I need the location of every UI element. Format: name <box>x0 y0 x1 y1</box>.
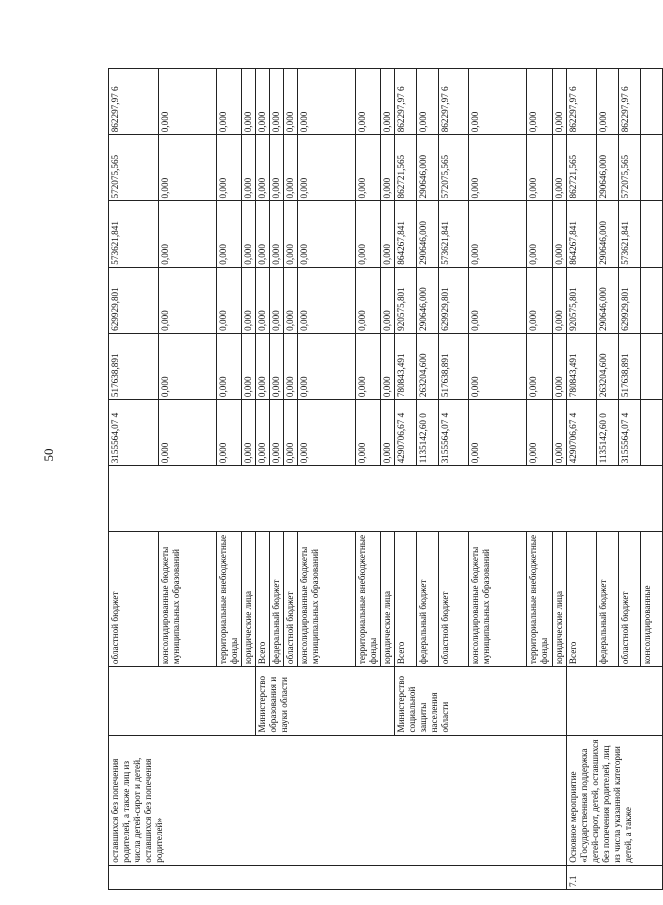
table-cell-c8: 0,000 <box>469 201 527 267</box>
table-cell-c5: 0,000 <box>381 400 395 466</box>
table-row <box>109 69 159 890</box>
table-cell-c6 <box>641 333 663 399</box>
table-cell-c8: 864267,841 <box>567 201 597 267</box>
table-cell-c8: 0,000 <box>159 201 217 267</box>
table-cell-c7: 0,000 <box>527 267 553 333</box>
table-cell-c8: 0,000 <box>527 201 553 267</box>
table-cell-c3: юридические лица <box>242 532 256 667</box>
table-cell-c6: 263204,600 <box>417 333 439 399</box>
table-cell-c8: 290646,000 <box>597 201 619 267</box>
table-cell-c5: 0,000 <box>270 400 284 466</box>
table-cell-c6: 0,000 <box>527 333 553 399</box>
budget-table <box>108 68 663 890</box>
table-cell-c5 <box>641 400 663 466</box>
table-cell-c5: 1135142,60 0 <box>597 400 619 466</box>
table-cell-c3: юридические лица <box>381 532 395 667</box>
table-cell-c3: областной бюджет <box>284 532 298 667</box>
table-cell-c7: 0,000 <box>242 267 256 333</box>
table-cell-c6: 263204,600 <box>597 333 619 399</box>
table-cell-c8: 573621,841 <box>619 201 641 267</box>
table-cell-c5: 0,000 <box>217 400 242 466</box>
table-cell-c7: 920575,801 <box>567 267 597 333</box>
table-cell-c6: 0,000 <box>159 333 217 399</box>
table-cell-c10: 862297,97 6 <box>109 69 159 135</box>
table-cell-c9: 862721,565 <box>395 135 417 201</box>
table-cell-c9: 572075,565 <box>439 135 469 201</box>
table-cell-c3: областной бюджет <box>619 532 641 667</box>
table-cell-c3: федеральный бюджет <box>417 532 439 667</box>
table-cell-c0 <box>109 865 567 889</box>
table-cell-c10: 0,000 <box>381 69 395 135</box>
table-cell-c9: 0,000 <box>553 135 567 201</box>
page-number: 50 <box>41 448 56 462</box>
table-cell-c3: консолидированные бюджеты муниципальных образований <box>469 532 527 667</box>
table-cell-c9: 0,000 <box>217 135 242 201</box>
table-cell-c6: 780843,491 <box>395 333 417 399</box>
table-cell-c7: 920575,801 <box>395 267 417 333</box>
table-cell-c2 <box>567 667 663 735</box>
table-cell-c9: 0,000 <box>527 135 553 201</box>
table-cell-c7: 629929,801 <box>109 267 159 333</box>
table-cell-c2: Министерство социальной защиты населения области <box>395 667 567 735</box>
table-cell-c0: 7.1 <box>567 865 663 889</box>
table-cell-c7: 0,000 <box>256 267 270 333</box>
table-cell-c3: юридические лица <box>553 532 567 667</box>
table-cell-c6: 0,000 <box>553 333 567 399</box>
table-cell-c3: консолидированные бюджеты муниципальных образований <box>159 532 217 667</box>
table-cell-c7: 629929,801 <box>619 267 641 333</box>
table-cell-c3: федеральный бюджет <box>270 532 284 667</box>
table-cell-c5: 0,000 <box>256 400 270 466</box>
table-cell-c6: 0,000 <box>256 333 270 399</box>
table-cell-c7: 0,000 <box>298 267 356 333</box>
table-cell-c5: 0,000 <box>298 400 356 466</box>
table-cell-c8: 0,000 <box>284 201 298 267</box>
table-cell-c10: 862297,97 6 <box>567 69 597 135</box>
table-cell-c3: консолидированные <box>641 532 663 667</box>
table-cell-c5: 3155564,07 4 <box>619 400 641 466</box>
table-cell-c8: 0,000 <box>356 201 381 267</box>
table-cell-c9: 290646,000 <box>417 135 439 201</box>
table-cell-c10: 0,000 <box>527 69 553 135</box>
table-cell-c7: 0,000 <box>284 267 298 333</box>
table-cell-c7: 0,000 <box>270 267 284 333</box>
table-cell-c5: 0,000 <box>553 400 567 466</box>
table-cell-c9: 0,000 <box>381 135 395 201</box>
table-cell-c10: 862297,97 6 <box>395 69 417 135</box>
table-cell-c6: 0,000 <box>242 333 256 399</box>
table-cell-c9: 572075,565 <box>109 135 159 201</box>
table-cell-c6: 0,000 <box>298 333 356 399</box>
table-cell-c7: 290646,000 <box>417 267 439 333</box>
table-cell-c6: 517638,891 <box>619 333 641 399</box>
table-cell-c7: 0,000 <box>381 267 395 333</box>
table-cell-c3: территориальные внебюджетные фонды <box>356 532 381 667</box>
table-cell-c7: 629929,801 <box>439 267 469 333</box>
table-cell-c6: 0,000 <box>356 333 381 399</box>
table-cell-c8: 290646,000 <box>417 201 439 267</box>
table-cell-c5: 3155564,07 4 <box>109 400 159 466</box>
table-cell-c9: 0,000 <box>284 135 298 201</box>
table-cell-c10: 0,000 <box>256 69 270 135</box>
table-cell-c5: 0,000 <box>284 400 298 466</box>
table-cell-c8: 0,000 <box>270 201 284 267</box>
table-body <box>109 69 663 890</box>
table-cell-c7: 0,000 <box>469 267 527 333</box>
table-cell-c10: 0,000 <box>356 69 381 135</box>
table-cell-c5: 4290706,67 4 <box>395 400 417 466</box>
table-cell-c9: 0,000 <box>256 135 270 201</box>
table-cell-c8: 0,000 <box>298 201 356 267</box>
table-cell-c9: 0,000 <box>242 135 256 201</box>
table-cell-c10: 0,000 <box>242 69 256 135</box>
table-cell-c10: 0,000 <box>298 69 356 135</box>
table-cell-c5: 4290706,67 4 <box>567 400 597 466</box>
table-cell-c2 <box>109 667 256 735</box>
table-cell-c10: 0,000 <box>553 69 567 135</box>
table-cell-c6: 0,000 <box>284 333 298 399</box>
table-cell-c3: федеральный бюджет <box>597 532 619 667</box>
table-cell-c8: 0,000 <box>381 201 395 267</box>
table-cell-c3: территориальные внебюджетные фонды <box>217 532 242 667</box>
table-cell-c7: 0,000 <box>553 267 567 333</box>
table-cell-c5: 0,000 <box>159 400 217 466</box>
table-cell-c6: 0,000 <box>469 333 527 399</box>
table-cell-c9 <box>641 135 663 201</box>
table-cell-c6: 780843,491 <box>567 333 597 399</box>
table-cell-c9: 0,000 <box>356 135 381 201</box>
table-cell-c3: Всего <box>395 532 417 667</box>
table-cell-c9: 0,000 <box>159 135 217 201</box>
table-cell-c10: 0,000 <box>597 69 619 135</box>
table-cell-c7: 0,000 <box>159 267 217 333</box>
table-cell-c10: 0,000 <box>417 69 439 135</box>
table-cell-c10: 0,000 <box>217 69 242 135</box>
table-cell-c5: 3155564,07 4 <box>439 400 469 466</box>
table-cell-c9: 572075,565 <box>619 135 641 201</box>
table-cell-c10: 862297,97 6 <box>439 69 469 135</box>
table-cell-c5: 1135142,60 0 <box>417 400 439 466</box>
table-cell-c6: 0,000 <box>217 333 242 399</box>
table-cell-c3: консолидированные бюджеты муниципальных образований <box>298 532 356 667</box>
table-cell-c10: 0,000 <box>469 69 527 135</box>
table-cell-c8 <box>641 201 663 267</box>
table-cell-c7: 290646,000 <box>597 267 619 333</box>
table-cell-c8: 864267,841 <box>395 201 417 267</box>
table-cell-c6: 0,000 <box>270 333 284 399</box>
table-cell-c6: 517638,891 <box>439 333 469 399</box>
table-cell-c10: 0,000 <box>270 69 284 135</box>
table-cell-c6: 0,000 <box>381 333 395 399</box>
table-cell-c7: 0,000 <box>217 267 242 333</box>
table-cell-c8: 573621,841 <box>439 201 469 267</box>
table-cell-c5: 0,000 <box>356 400 381 466</box>
table-cell-c2: Министерство образования и науки области <box>256 667 395 735</box>
table-cell-c9: 862721,565 <box>567 135 597 201</box>
table-cell-c1: оставшихся без попечения родителей, а также лиц из числа детей-сирот и детей, оставшихся без попечения родителей» <box>109 735 567 865</box>
table-cell-c8: 0,000 <box>217 201 242 267</box>
table-cell-c5: 0,000 <box>242 400 256 466</box>
table-cell-c5: 0,000 <box>469 400 527 466</box>
table-cell-c7 <box>641 267 663 333</box>
table-cell-c3: областной бюджет <box>109 532 159 667</box>
table-cell-c6: 517638,891 <box>109 333 159 399</box>
table-cell-c10: 0,000 <box>159 69 217 135</box>
table-cell-c4 <box>109 466 663 532</box>
table-cell-c9: 0,000 <box>298 135 356 201</box>
table-cell-c8: 0,000 <box>242 201 256 267</box>
table-cell-c9: 290646,000 <box>597 135 619 201</box>
table-cell-c3: территориальные внебюджетные фонды <box>527 532 553 667</box>
table-cell-c7: 0,000 <box>356 267 381 333</box>
table-cell-c3: Всего <box>567 532 597 667</box>
table-cell-c1: Основное мероприятие «Государственная поддержка детей-сирот, детей, оставшихся без попечения родителей, лиц из числа указанной категории детей, а также <box>567 735 663 865</box>
table-cell-c8: 0,000 <box>256 201 270 267</box>
table-cell-c5: 0,000 <box>527 400 553 466</box>
table-cell-c8: 573621,841 <box>109 201 159 267</box>
table-cell-c3: областной бюджет <box>439 532 469 667</box>
table-cell-c10 <box>641 69 663 135</box>
table-cell-c3: Всего <box>256 532 270 667</box>
table-cell-c9: 0,000 <box>469 135 527 201</box>
table-cell-c9: 0,000 <box>270 135 284 201</box>
rotated-table-container <box>108 68 652 890</box>
table-cell-c10: 862297,97 6 <box>619 69 641 135</box>
table-cell-c8: 0,000 <box>553 201 567 267</box>
table-cell-c10: 0,000 <box>284 69 298 135</box>
